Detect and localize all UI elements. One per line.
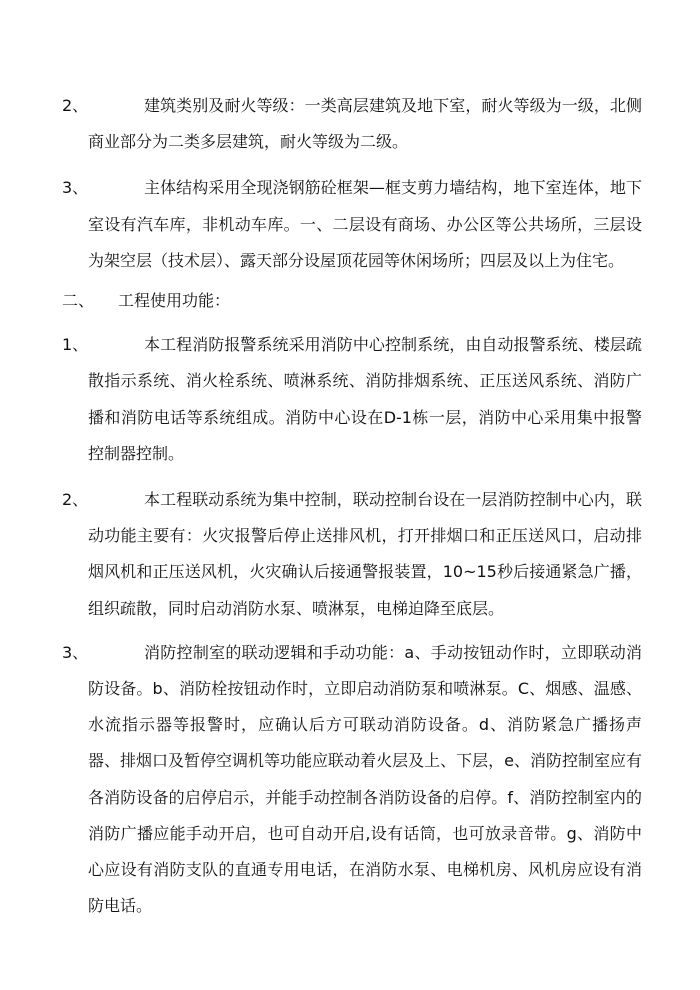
paragraph-number: 3、 [62,178,89,198]
section-title: 工程使用功能： [118,291,231,311]
paragraph-main-structure [62,170,642,279]
paragraph-building-category [62,88,642,160]
paragraph-linkage-system [62,482,642,627]
paragraph-alarm-system [62,327,642,472]
paragraph-control-room-logic [62,635,642,925]
section-number: 二、 [62,291,95,311]
paragraph-text: 建筑类别及耐火等级：一类高层建筑及地下室，耐火等级为一级，北侧商业部分为二类多层建筑，耐火等级为二级。 [88,96,642,152]
paragraph-text: 本工程联动系统为集中控制，联动控制台设在一层消防控制中心内，联动功能主要有：火灾报警后停止送排风机，打开排烟口和正压送风口，启动排烟风机和正压送风机，火灾确认后接通警报装置，10~15秒后接通紧急广播，组织疏散，同时启动消防水泵、喷淋泵，电梯迫降至底层。 [88,490,642,618]
paragraph-number: 2、 [62,490,89,510]
paragraph-text: 本工程消防报警系统采用消防中心控制系统，由自动报警系统、楼层疏散指示系统、消火栓系统、喷淋系统、消防排烟系统、正压送风系统、消防广播和消防电话等系统组成。消防中心设在D-1栋一层，消防中心采用集中报警控制器控制。 [88,335,642,463]
paragraph-number: 3、 [62,642,89,662]
section-heading-functions [62,283,642,319]
paragraph-number: 1、 [62,335,89,355]
paragraph-number: 2、 [62,96,89,115]
paragraph-text: 消防控制室的联动逻辑和手动功能：a、手动按钮动作时，立即联动消防设备。b、消防栓按钮动作时，立即启动消防泵和喷淋泵。C、烟感、温感、水流指示器等报警时，应确认后方可联动消防设备。d、消防紧急广播扬声器、排烟口及暂停空调机等功能应联动着火层及上、下层，e、消防控制室应有各消防设备的启停启示，并能手动控制各消防设备的启停。f、消防控制室内的消防广播应能手动开启，也可自动开启,设有话筒，也可放录音带。g、消防中心应设有消防支队的直通专用电话，在消防水泵、电梯机房、风机房应设有消防电话。 [88,642,642,916]
paragraph-text: 主体结构采用全现浇钢筋砼框架—框支剪力墙结构，地下室连体，地下室设有汽车库，非机动车库。一、二层设有商场、办公区等公共场所，三层设为架空层（技术层）、露天部分设屋顶花园等休闲场所；四层及以上为住宅。 [88,178,642,270]
